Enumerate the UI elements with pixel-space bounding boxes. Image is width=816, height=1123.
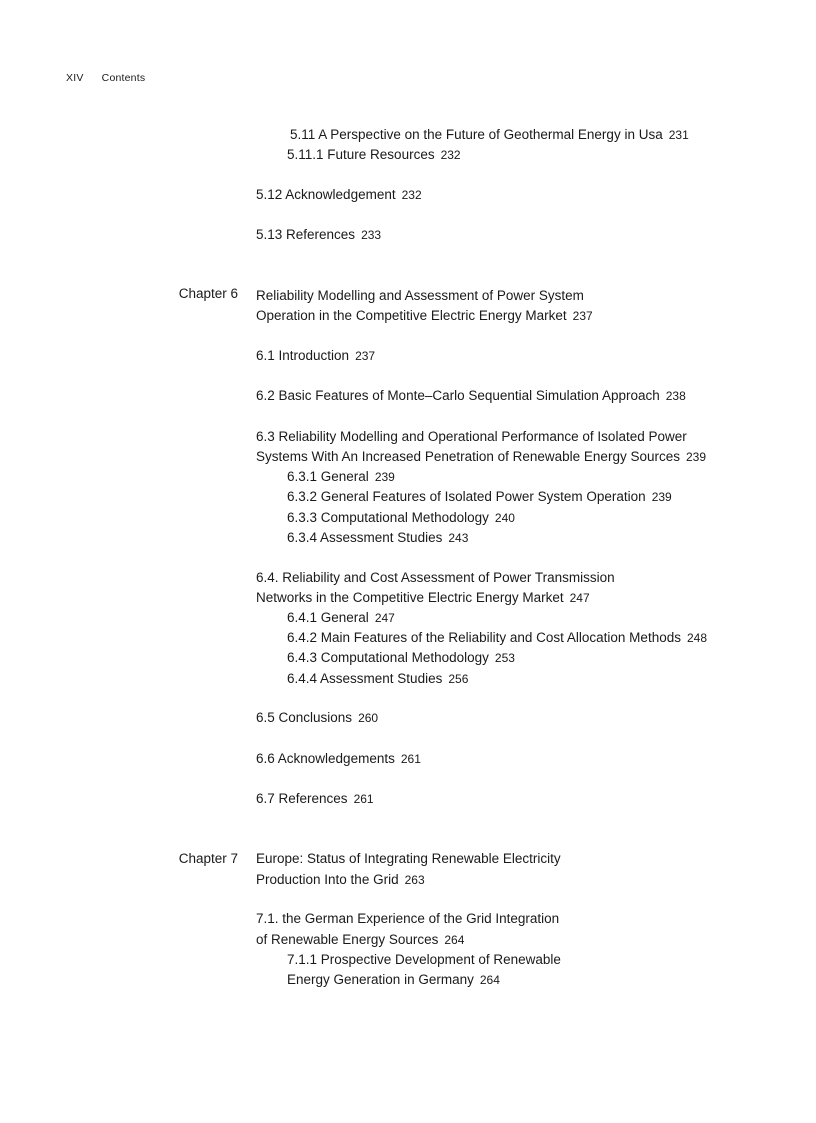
toc-entry-5-12[interactable] (256, 187, 422, 203)
toc-entry-label: of Renewable Energy Sources (256, 932, 439, 947)
toc-entry-7-1-line1[interactable]: 7.1. the German Experience of the Grid Integration (256, 911, 560, 926)
toc-entry-label: 6.1 Introduction (256, 348, 350, 363)
chapter-7-title-line1[interactable]: Europe: Status of Integrating Renewable Electricity (256, 851, 561, 866)
toc-entry-6-1[interactable] (256, 348, 375, 364)
chapter-6-title-line1[interactable]: Reliability Modelling and Assessment of Power System (256, 288, 584, 303)
toc-page-number: 247 (569, 591, 590, 605)
toc-page-number: 232 (440, 148, 461, 162)
page-folio: XIV (66, 72, 84, 84)
toc-entry-label: 6.3.3 Computational Methodology (287, 510, 489, 525)
toc-entry-7-1-1-line2[interactable] (287, 972, 500, 988)
toc-page-number: 243 (448, 531, 469, 545)
running-head (66, 72, 145, 84)
toc-page-number: 248 (686, 631, 707, 645)
toc-entry-6-5[interactable] (256, 710, 378, 726)
toc-page-number: 237 (572, 309, 593, 323)
toc-entry-6-3-line1[interactable]: 6.3 Reliability Modelling and Operational Performance of Isolated Power (256, 429, 687, 444)
toc-entry-5-11-1[interactable] (287, 147, 461, 163)
toc-entry-label: 6.2 Basic Features of Monte–Carlo Sequential Simulation Approach (256, 388, 660, 403)
toc-entry-label: 6.4.4 Assessment Studies (287, 671, 443, 686)
toc-page-number: 239 (685, 450, 707, 464)
toc-entry-5-11[interactable] (290, 127, 689, 143)
toc-entry-6-4-line1[interactable]: 6.4. Reliability and Cost Assessment of Power Transmission (256, 570, 615, 585)
toc-entry-7-1-line2[interactable] (256, 932, 464, 948)
toc-entry-label: 5.13 References (256, 227, 356, 242)
toc-entry-6-3-line2[interactable] (256, 449, 706, 465)
toc-page-number: 238 (665, 389, 686, 403)
toc-page-number: 256 (448, 672, 469, 686)
toc-entry-7-1-1-line1[interactable]: 7.1.1 Prospective Development of Renewable (287, 952, 561, 967)
toc-page-number: 240 (494, 511, 515, 525)
toc-entry-label: 6.6 Acknowledgements (256, 751, 395, 766)
toc-page-number: 253 (494, 651, 515, 665)
toc-entry-6-4-line2[interactable] (256, 590, 590, 606)
chapter-7-title-line2[interactable] (256, 872, 425, 888)
toc-page-number: 237 (355, 349, 376, 363)
toc-entry-label: 6.3.4 Assessment Studies (287, 530, 443, 545)
toc-entry-6-3-2[interactable] (287, 489, 672, 505)
toc-page-number: 233 (361, 228, 382, 242)
toc-entry-label: Energy Generation in Germany (287, 972, 474, 987)
toc-entry-6-6[interactable] (256, 751, 421, 767)
toc-entry-6-4-1[interactable] (287, 610, 395, 626)
toc-entry-6-3-4[interactable] (287, 530, 468, 546)
toc-entry-label: 6.4.1 General (287, 610, 369, 625)
toc-entry-label: 6.5 Conclusions (256, 710, 353, 725)
running-title: Contents (101, 72, 146, 84)
toc-entry-6-4-3[interactable] (287, 650, 515, 666)
toc-entry-6-3-3[interactable] (287, 510, 515, 526)
toc-entry-6-7[interactable] (256, 791, 374, 807)
chapter-6-title-line2[interactable] (256, 308, 593, 324)
toc-page-number: 239 (651, 490, 672, 504)
toc-page-number: 263 (404, 873, 425, 887)
toc-entry-label: 6.4.3 Computational Methodology (287, 650, 489, 665)
toc-entry-5-13[interactable] (256, 227, 381, 243)
toc-entry-label: Systems With An Increased Penetration of Renewable Energy Sources (256, 449, 680, 464)
toc-page-number: 261 (353, 792, 374, 806)
toc-page-number: 247 (374, 611, 395, 625)
toc-entry-label: Networks in the Competitive Electric Energy Market (256, 590, 564, 605)
toc-entry-6-3-1[interactable] (287, 469, 395, 485)
toc-page-number: 231 (668, 128, 689, 142)
toc-page-number: 261 (400, 752, 421, 766)
toc-entry-label: Production Into the Grid (256, 872, 399, 887)
toc-entry-label: 5.11 A Perspective on the Future of Geothermal Energy in Usa (290, 127, 663, 142)
toc-page-number: 264 (444, 933, 465, 947)
toc-page-number: 232 (401, 188, 422, 202)
chapter-7-label: Chapter 7 (178, 851, 238, 866)
toc-entry-6-4-2[interactable] (287, 630, 707, 646)
chapter-6-label: Chapter 6 (178, 286, 238, 301)
toc-entry-label: 6.4.2 Main Features of the Reliability and Cost Allocation Methods (287, 630, 681, 645)
toc-entry-label: 5.11.1 Future Resources (287, 147, 435, 162)
toc-entry-label: 6.3.1 General (287, 469, 369, 484)
toc-page-number: 239 (374, 470, 395, 484)
toc-entry-6-4-4[interactable] (287, 671, 468, 687)
toc-page-number: 260 (358, 711, 379, 725)
toc-entry-label: 6.3.2 General Features of Isolated Power System Operation (287, 489, 646, 504)
toc-entry-label: 6.7 References (256, 791, 348, 806)
toc-page-number: 264 (479, 973, 500, 987)
toc-entry-6-2[interactable] (256, 388, 686, 404)
toc-entry-label: Operation in the Competitive Electric Energy Market (256, 308, 567, 323)
toc-entry-label: 5.12 Acknowledgement (256, 187, 396, 202)
